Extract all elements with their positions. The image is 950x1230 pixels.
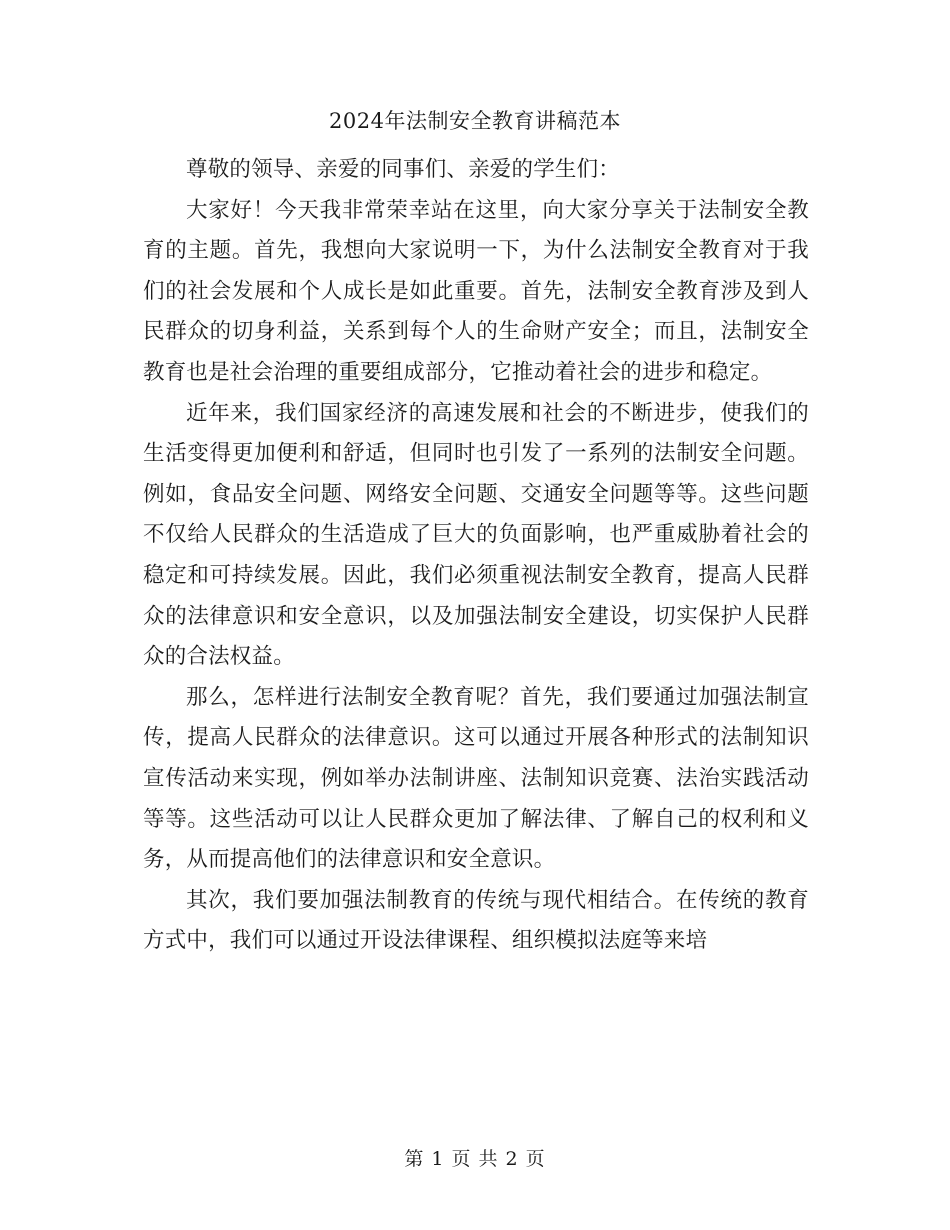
salutation-paragraph: 尊敬的领导、亲爱的同事们、亲爱的学生们：	[186, 157, 621, 182]
body-paragraph: 那么，怎样进行法制安全教育呢？首先，我们要通过加强法制宣传，提高人民群众的法律意识。这可以通过开展各种形式的法制知识宣传活动来实现，例如举办法制讲座、法制知识竞赛、法治实践活动等等。这些活动可以让人民群众更加了解法律、了解自己的权利和义务，从而提高他们的法律意识和安全意识。	[143, 684, 809, 873]
body-paragraph: 其次，我们要加强法制教育的传统与现代相结合。在传统的教育方式中，我们可以通过开设法律课程、组织模拟法庭等来培	[143, 887, 809, 954]
document-title: 2024年法制安全教育讲稿范本	[329, 109, 621, 133]
body-paragraph: 近年来，我们国家经济的高速发展和社会的不断进步，使我们的生活变得更加便利和舒适，但同时也引发了一系列的法制安全问题。例如，食品安全问题、网络安全问题、交通安全问题等等。这些问题不仅给人民群众的生活造成了巨大的负面影响，也严重威胁着社会的稳定和可持续发展。因此，我们必须重视法制安全教育，提高人民群众的法律意识和安全意识，以及加强法制安全建设，切实保护人民群众的合法权益。	[143, 400, 809, 670]
page-number-footer: 第 1 页 共 2 页	[404, 1148, 546, 1170]
document-body	[143, 150, 809, 962]
body-paragraph: 大家好！今天我非常荣幸站在这里，向大家分享关于法制安全教育的主题。首先，我想向大家说明一下，为什么法制安全教育对于我们的社会发展和个人成长是如此重要。首先，法制安全教育涉及到人民群众的切身利益，关系到每个人的生命财产安全；而且，法制安全教育也是社会治理的重要组成部分，它推动着社会的进步和稳定。	[143, 197, 809, 385]
